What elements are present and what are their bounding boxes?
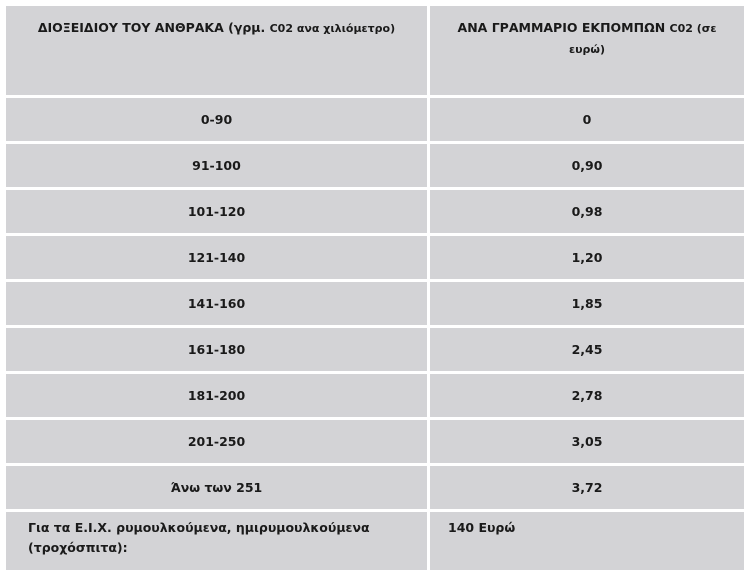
range-cell: Άνω των 251 bbox=[6, 466, 430, 509]
range-cell: 201-250 bbox=[6, 420, 430, 463]
table-row bbox=[6, 190, 744, 236]
range-cell: 121-140 bbox=[6, 236, 430, 279]
trailer-fee-row bbox=[6, 512, 744, 570]
header-co2-grams bbox=[6, 6, 430, 95]
table-row bbox=[6, 236, 744, 282]
table-row bbox=[6, 98, 744, 144]
table-row bbox=[6, 328, 744, 374]
header-col1-main: ΔΙΟΞΕΙΔΙΟΥ ΤΟΥ ΑΝΘΡΑΚΑ (γρμ. bbox=[37, 20, 266, 35]
value-cell: 1,20 bbox=[571, 249, 603, 265]
value-cell: 1,85 bbox=[571, 295, 603, 311]
range-cell: 141-160 bbox=[6, 282, 430, 325]
range-cell: 181-200 bbox=[6, 374, 430, 417]
table-row bbox=[6, 374, 744, 420]
value-cell: 0,90 bbox=[571, 157, 603, 173]
trailer-fee-value: 140 Ευρώ bbox=[448, 520, 516, 535]
header-col2-main: ΑΝΑ ΓΡΑΜΜΑΡΙΟ ΕΚΠΟΜΠΩΝ bbox=[457, 20, 666, 35]
emissions-tax-table bbox=[6, 6, 744, 570]
value-cell: 3,05 bbox=[571, 433, 603, 449]
value-cell: 3,72 bbox=[571, 479, 603, 495]
header-euro-per-gram bbox=[430, 6, 744, 95]
value-cell: 0,98 bbox=[571, 203, 603, 219]
trailer-label: Για τα Ε.Ι.Χ. ρυμουλκούμενα, ημιρυμουλκούμενα (τροχόσπιτα): bbox=[6, 512, 430, 570]
range-cell: 91-100 bbox=[6, 144, 430, 187]
value-cell: 2,78 bbox=[571, 387, 603, 403]
header-col2-detail: C02 (σε ευρώ) bbox=[568, 22, 717, 56]
table-header-row bbox=[6, 6, 744, 98]
value-cell: 2,45 bbox=[571, 341, 603, 357]
value-cell: 0 bbox=[582, 111, 592, 127]
header-col1-detail: C02 ανα χιλιόμετρο) bbox=[269, 22, 396, 35]
table-row bbox=[6, 466, 744, 512]
range-cell: 101-120 bbox=[6, 190, 430, 233]
table-row bbox=[6, 144, 744, 190]
table-row bbox=[6, 282, 744, 328]
table-row bbox=[6, 420, 744, 466]
range-cell: 161-180 bbox=[6, 328, 430, 371]
range-cell: 0-90 bbox=[6, 98, 430, 141]
